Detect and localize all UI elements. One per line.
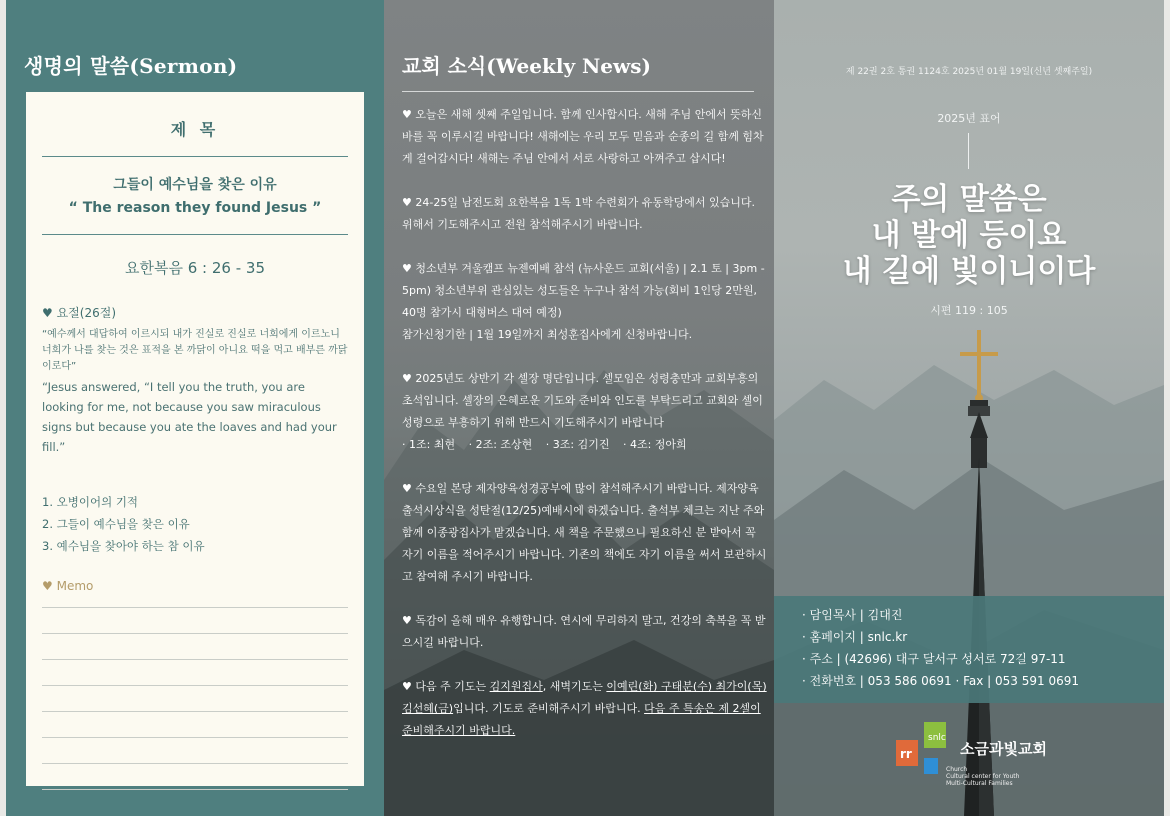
news-item	[402, 368, 768, 456]
year-word-label: 2025년 표어	[937, 112, 1001, 125]
verse-line: 주의 말씀은	[891, 182, 1047, 217]
sermon-panel-title: 생명의 말씀(Sermon)	[24, 54, 238, 78]
memo-line	[42, 789, 348, 790]
key-verse-label: 요절(26절)	[56, 306, 117, 320]
church-tagline	[946, 766, 1019, 787]
church-logo	[894, 722, 1094, 788]
memo-line	[42, 607, 348, 608]
svg-text:rr: rr	[900, 747, 912, 761]
memo-line	[42, 737, 348, 738]
key-verse-ko: “예수께서 대답하여 이르시되 내가 진실로 진실로 너희에게 이르노니 너희가 나를 찾는 것은 표적을 본 까닭이 아니요 떡을 먹고 배부른 까닭이로다”	[42, 329, 348, 372]
heart-icon: ♥	[42, 579, 53, 593]
svg-text:snlc: snlc	[928, 733, 946, 743]
sermon-panel	[6, 0, 384, 816]
sermon-passage: 요한복음 6 : 26 - 35	[125, 259, 265, 277]
news-panel-title: 교회 소식(Weekly News)	[402, 54, 651, 78]
news-item: ♥ 오늘은 새해 셋째 주일입니다. 함께 인사합시다. 새해 주님 안에서 뜻하신 바를 꼭 이루시길 바랍니다! 새해에는 우리 모두 믿음과 순종의 길 함께 힘차게 걸어갑시다! 새해는 주님 안에서 서로 사랑하고 아껴주고 삽시다!	[402, 108, 764, 165]
divider	[968, 133, 969, 169]
sermon-points	[42, 491, 348, 557]
tagline-line: Multi-Cultural Families	[946, 780, 1013, 787]
list-item: 2. 그들이 예수님을 찾은 이유	[42, 517, 190, 531]
church-logo-icon	[896, 722, 948, 776]
news-panel	[384, 0, 774, 816]
cover-panel	[774, 0, 1164, 816]
tagline-line: Cultural center for Youth	[946, 773, 1020, 780]
heart-icon: ♥	[42, 306, 53, 320]
key-verse-heading	[42, 304, 348, 321]
memo-line	[42, 633, 348, 634]
news-text: ♥ 청소년부 겨울캠프 뉴젠예배 참석 (뉴사운드 교회(서울) | 2.1 토 | 3pm - 5pm) 청소년부위 관심있는 성도들은 누구나 참석 가능(회비 1인당 2만원, 40명 참가시 대형버스 대여 예정)	[402, 262, 765, 319]
news-item: ♥ 24-25일 남전도회 요한복음 1독 1박 수련회가 유동학당에서 있습니다. 위해서 기도해주시고 전원 참석해주시기 바랍니다.	[402, 196, 755, 231]
memo-line	[42, 711, 348, 712]
verse-line: 내 발에 등이요	[871, 218, 1067, 253]
homepage-info[interactable]: · 홈페이지 | snlc.kr	[802, 630, 908, 644]
news-item: ♥ 독감이 올해 매우 유행합니다. 연시에 무리하지 말고, 건강의 축복을 꼭 받으시길 바랍니다.	[402, 614, 766, 649]
news-text: 입니다. 기도로 준비해주시기 바랍니다.	[453, 702, 645, 715]
dawn-prayer-leaders: 이예린(화) 구태분(수) 최가이(목) 김선혜(금)	[402, 680, 767, 715]
pastor-info: · 담임목사 | 김대진	[802, 608, 903, 622]
memo-label: Memo	[56, 579, 94, 593]
key-verse-en: “Jesus answered, “I tell you the truth, you are looking for me, not because you saw miraculous signs but because you ate the loaves and had your fill.”	[42, 380, 337, 454]
sermon-title-ko: 그들이 예수님을 찾은 이유	[113, 177, 277, 193]
address-info: · 주소 | (42696) 대구 달서구 성서로 72길 97-11	[802, 652, 1066, 666]
special-song-note: 다음 주 특송은 제 2셀이 준비해주시기 바랍니다.	[402, 702, 761, 737]
sermon-subhead: 제 목	[170, 120, 220, 139]
news-text: , 새벽기도는	[542, 680, 607, 693]
sermon-card	[26, 92, 364, 786]
news-item	[402, 676, 768, 742]
news-item: ♥ 수요일 본당 제자양육성경공부에 많이 참석해주시기 바랍니다. 제자양육 출석시상식을 성탄절(12/25)예배시에 하겠습니다. 출석부 체크는 지난 주와 함께 이종광집사가 맡겠습니다. 새 책을 주문했으니 필요하신 분 받아서 꼭 자기 이름을 적어주시기 바랍니다. 기존의 책에도 자기 이름을 써서 보관하시고 참여해 주시기 바랍니다.	[402, 482, 767, 583]
verse-reference: 시편 119 : 105	[930, 304, 1008, 317]
news-text: ♥ 2025년도 상반기 각 셀장 명단입니다. 셀모임은 성령충만과 교회부흥의 초석입니다. 셀장의 은혜로운 기도와 준비와 인도를 부탁드리고 교회와 셀이 성령으로 부흥하기 위해 반드시 기도해주시기 바랍니다	[402, 372, 763, 429]
divider	[42, 234, 348, 235]
cell-leader: · 1조: 최현	[402, 438, 456, 451]
list-item: 3. 예수님을 찾아야 하는 참 이유	[42, 539, 205, 553]
news-item	[402, 258, 768, 346]
year-verse	[774, 182, 1164, 290]
memo-line	[42, 763, 348, 764]
phone-fax-info: · 전화번호 | 053 586 0691 · Fax | 053 591 0691	[802, 674, 1079, 688]
news-text: 참가신청기한 | 1월 19일까지 최성훈집사에게 신청바랍니다.	[402, 328, 693, 341]
news-text: ♥ 다음 주 기도는	[402, 680, 490, 693]
church-info-box	[774, 596, 1164, 703]
list-item: 1. 오병이어의 기적	[42, 495, 139, 509]
cell-leader: · 3조: 김기진	[545, 438, 610, 451]
memo-heading	[42, 579, 348, 593]
sermon-title-en: “ The reason they found Jesus ”	[68, 200, 322, 216]
news-list	[402, 104, 768, 764]
memo-line	[42, 685, 348, 686]
memo-line	[42, 659, 348, 660]
divider	[42, 156, 348, 157]
church-info-list	[774, 596, 1164, 692]
memo-lines[interactable]	[42, 607, 348, 790]
divider	[402, 91, 754, 92]
prayer-leader: 김지원집사	[489, 680, 543, 693]
tagline-line: Church	[946, 766, 968, 773]
issue-info: 제 22권 2호 통권 1124호 2025년 01월 19일(신년 셋째주일)	[845, 67, 1093, 77]
church-name: 소금과빛교회	[960, 740, 1047, 758]
cell-leader: · 2조: 조상현	[468, 438, 533, 451]
cell-leader: · 4조: 정아희	[622, 438, 687, 451]
verse-line: 내 길에 빛이니이다	[842, 254, 1096, 289]
